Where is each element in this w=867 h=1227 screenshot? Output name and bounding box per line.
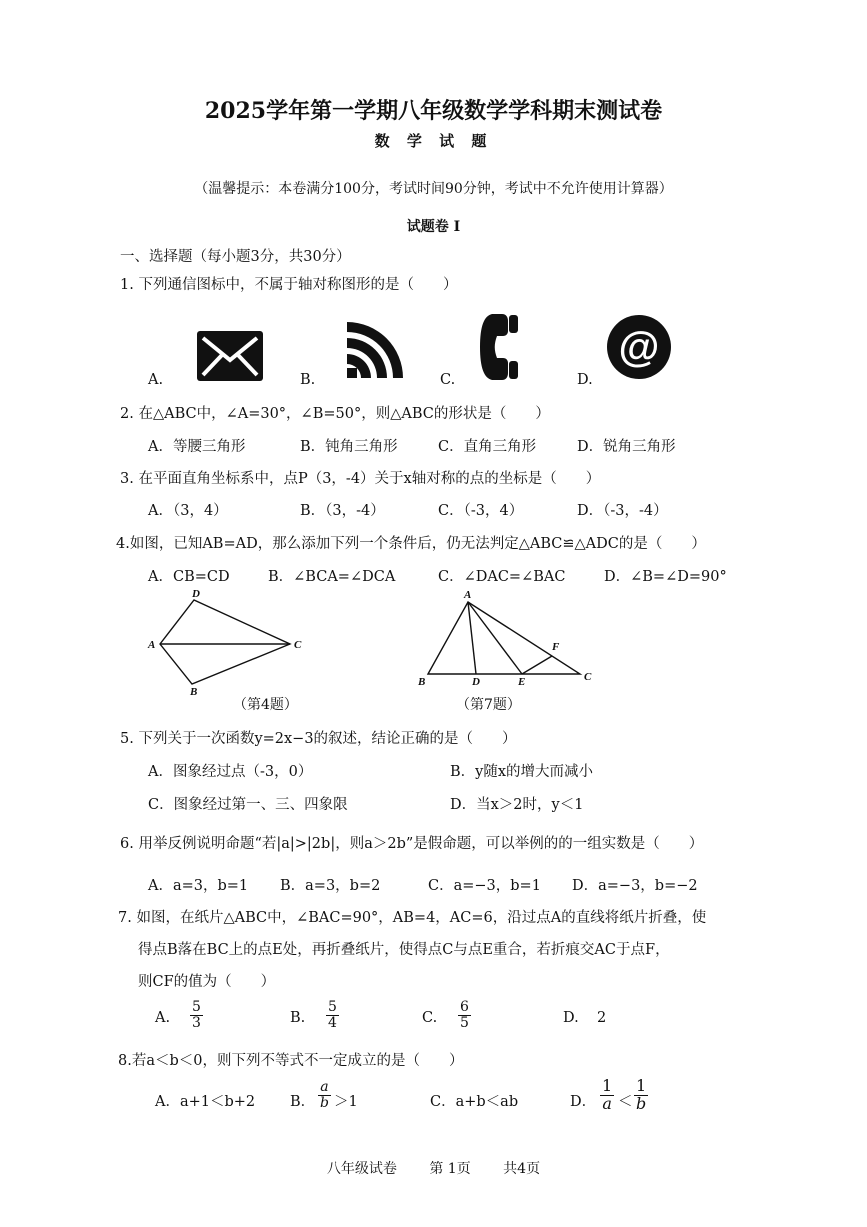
q3-option-b: B．（3，-4） xyxy=(300,503,385,519)
figure-7 xyxy=(412,588,602,692)
exam-subtitle: 数 学 试 题 xyxy=(374,132,493,150)
q2-option-a: A．等腰三角形 xyxy=(148,439,246,455)
page-footer xyxy=(0,1158,867,1178)
question-7-line-3: 则CF的值为（ ） xyxy=(138,974,276,990)
fig4-label-b: B xyxy=(190,686,198,698)
fig7-label-d: D xyxy=(472,676,480,688)
q4-option-d: D．∠B=∠D=90° xyxy=(604,569,727,585)
footer-grade: 八年级试卷 xyxy=(326,1161,397,1177)
q8-option-b-label: B． xyxy=(290,1094,316,1110)
q5-option-b: B．y随x的增大而减小 xyxy=(450,764,594,780)
exam-tip: （温馨提示：本卷满分100分，考试时间90分钟，考试中不允许使用计算器） xyxy=(194,181,673,197)
q8-option-d-fraction-2 xyxy=(634,1078,648,1113)
question-1: 1. 下列通信图标中，不属于轴对称图形的是（ ） xyxy=(120,277,458,293)
q7-option-c-label: C. xyxy=(422,1010,438,1026)
fig4-quadrilateral xyxy=(160,600,290,684)
fig7-line-ef xyxy=(522,656,552,674)
q7-b-denominator: 4 xyxy=(328,1014,337,1031)
q8-option-d-fraction-1 xyxy=(600,1078,614,1113)
q4-option-a: A．CB=CD xyxy=(148,569,230,585)
phone-icon xyxy=(478,312,522,382)
question-6: 6. 用举反例说明命题“若|a|>|2b|，则a＞2b”是假命题，可以举例的的一组实数是（ ） xyxy=(120,836,704,852)
footer-page-number: 第 1页 xyxy=(429,1161,471,1177)
q8-d-denominator-1: a xyxy=(602,1093,612,1113)
volume-label: 试题卷 I xyxy=(406,219,461,235)
q8-option-b-fraction xyxy=(318,1080,331,1110)
svg-text:@: @ xyxy=(618,323,660,370)
fig7-label-e: E xyxy=(518,676,526,688)
q2-option-c: C．直角三角形 xyxy=(438,439,537,455)
q3-option-c: C．（-3，4） xyxy=(438,503,524,519)
q4-option-b: B．∠BCA=∠DCA xyxy=(268,569,396,585)
q8-d-numerator-2: 1 xyxy=(636,1076,647,1095)
q7-b-numerator: 5 xyxy=(328,999,337,1015)
q6-option-b: B．a=3，b=2 xyxy=(280,878,381,894)
at-sign-icon xyxy=(606,314,672,380)
question-7-line-1: 7. 如图，在纸片△ABC中，∠BAC=90°，AB=4，AC=6，沿过点A的直线将纸片折叠，使 xyxy=(118,910,707,926)
q5-option-a: A．图象经过点（-3，0） xyxy=(148,764,313,780)
q8-option-b-rest: ＞1 xyxy=(334,1094,358,1110)
q8-option-c: C．a+b＜ab xyxy=(430,1094,519,1110)
fig7-triangle xyxy=(428,602,580,674)
fig7-line-ae xyxy=(468,602,522,674)
q6-option-a: A．a=3，b=1 xyxy=(148,878,249,894)
envelope-icon xyxy=(197,331,263,381)
q2-option-b: B．钝角三角形 xyxy=(300,439,398,455)
wifi-signal-icon xyxy=(345,318,405,380)
question-5: 5. 下列关于一次函数y=2x−3的叙述，结论正确的是（ ） xyxy=(120,731,517,747)
q7-option-a-fraction xyxy=(190,1000,203,1030)
q7-c-denominator: 5 xyxy=(460,1014,469,1031)
footer-total-pages: 共4页 xyxy=(503,1161,541,1177)
question-4: 4.如图，已知AB=AD，那么添加下列一个条件后，仍无法判定△ABC≌△ADC的是（ ） xyxy=(116,536,706,552)
q1-option-b: B. xyxy=(300,372,316,388)
q7-option-b-label: B. xyxy=(290,1010,306,1026)
q8-option-d-label: D． xyxy=(570,1094,597,1110)
q8-option-d-operator: ＜ xyxy=(618,1094,633,1110)
figure-4 xyxy=(140,588,320,702)
question-2: 2. 在△ABC中，∠A=30°，∠B=50°，则△ABC的形状是（ ） xyxy=(120,406,550,422)
q7-a-numerator: 5 xyxy=(192,999,201,1015)
q4-option-c: C．∠DAC=∠BAC xyxy=(438,569,566,585)
fig4-label-d: D xyxy=(192,588,200,600)
q7-a-denominator: 3 xyxy=(192,1014,201,1031)
q7-option-d-label: D. xyxy=(563,1010,579,1026)
fig7-label-f: F xyxy=(552,641,560,653)
fig4-label-c: C xyxy=(294,639,302,651)
question-8: 8.若a＜b＜0，则下列不等式不一定成立的是（ ） xyxy=(118,1053,464,1069)
q3-option-d: D．（-3，-4） xyxy=(577,503,668,519)
fig7-line-ad xyxy=(468,602,476,674)
q5-option-c: C．图象经过第一、三、四象限 xyxy=(148,797,348,813)
q7-c-numerator: 6 xyxy=(460,999,469,1015)
fig7-label-c: C xyxy=(584,671,592,683)
q1-option-c: C. xyxy=(440,372,456,388)
q8-d-numerator-1: 1 xyxy=(602,1076,613,1095)
q2-option-d: D．锐角三角形 xyxy=(577,439,676,455)
q8-b-numerator: a xyxy=(320,1079,329,1095)
q8-b-denominator: b xyxy=(320,1094,329,1111)
figure-4-caption: （第4题） xyxy=(233,697,298,713)
fig7-label-b: B xyxy=(418,676,426,688)
q8-option-a: A．a+1＜b+2 xyxy=(155,1094,256,1110)
exam-title: 2025学年第一学期八年级数学学科期末测试卷 xyxy=(204,98,663,124)
q1-option-d: D. xyxy=(577,372,593,388)
fig7-label-a: A xyxy=(464,589,472,601)
q3-option-a: A．（3，4） xyxy=(148,503,228,519)
q8-d-denominator-2: b xyxy=(636,1093,647,1113)
q7-option-a-label: A. xyxy=(155,1010,171,1026)
q7-option-b-fraction xyxy=(326,1000,339,1030)
figure-7-caption: （第7题） xyxy=(456,697,521,713)
q7-option-d-value: 2 xyxy=(597,1010,607,1026)
q5-option-d: D．当x＞2时，y＜1 xyxy=(450,797,584,813)
section-title: 一、选择题（每小题3分，共30分） xyxy=(120,249,351,265)
question-3: 3. 在平面直角坐标系中，点P（3，-4）关于x轴对称的点的坐标是（ ） xyxy=(120,471,601,487)
fig4-label-a: A xyxy=(148,639,156,651)
q6-option-d: D．a=−3，b=−2 xyxy=(572,878,698,894)
q6-option-c: C．a=−3，b=1 xyxy=(428,878,541,894)
question-7-line-2: 得点B落在BC上的点E处，再折叠纸片，使得点C与点E重合，若折痕交AC于点F， xyxy=(138,942,670,958)
q1-option-a: A. xyxy=(148,372,164,388)
q7-option-c-fraction xyxy=(458,1000,471,1030)
